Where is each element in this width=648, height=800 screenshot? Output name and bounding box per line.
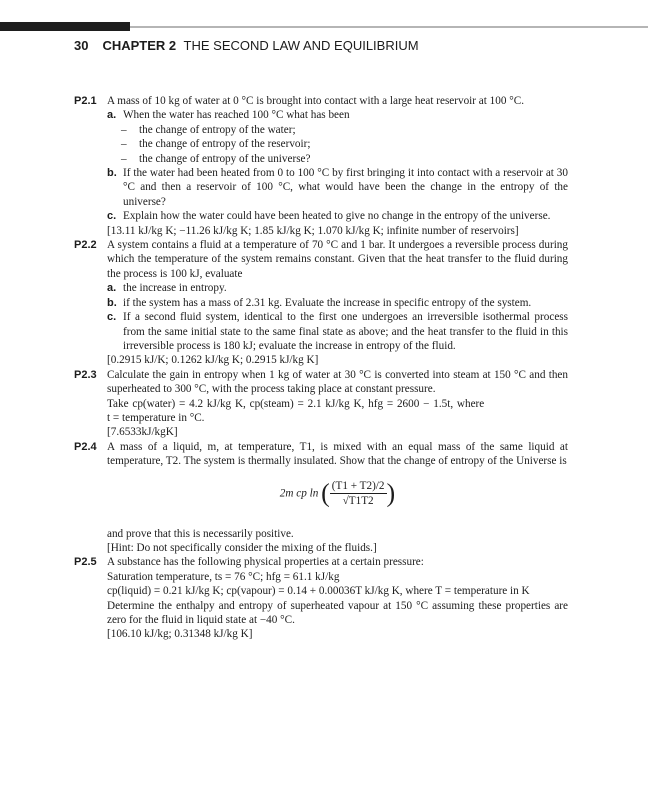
left-paren: ( — [321, 478, 330, 508]
problem-2-2 — [74, 238, 568, 368]
answer-line: [7.6533kJ/kgK] — [107, 426, 178, 439]
problem-text: Calculate the gain in entropy when 1 kg of water at 30 °C is converted into steam at 150 °C and then superheated to 300 °C, with the process taking place at constant pressure. — [107, 368, 568, 396]
running-header — [74, 38, 419, 53]
temperature-note: t = temperature in °C. — [107, 411, 205, 424]
problem-label: P2.1 — [74, 95, 97, 107]
part-b — [107, 296, 568, 310]
part-c — [107, 310, 568, 353]
part-text: If the water had been heated from 0 to 100 °C by first bringing it into contact with a reservoir at 30 °C and then a reservoir of 100 °C, what would have been the change in the entropy of the universe? — [123, 167, 568, 208]
answer-line: [106.10 kJ/kg; 0.31348 kJ/kg K] — [107, 628, 253, 641]
part-text: If a second fluid system, identical to the first one undergoes an irreversible isothermal process from the same initial state to the same final state as above; and the heat transfer to the fluid in this irreversible process is 180 kJ; evaluate the increase in entropy of the fluid. — [123, 311, 568, 352]
formula-denominator: √T1T2 — [342, 494, 374, 507]
problem-label: P2.3 — [74, 368, 97, 381]
header-rule-light — [130, 26, 648, 28]
right-paren: ) — [386, 478, 396, 508]
given-values: Take cp(water) = 4.2 kJ/kg K, cp(steam) = 2.1 kJ/kg K, hfg = 2600 − 1.5t, where — [107, 397, 485, 410]
problem-2-3 — [74, 368, 568, 440]
problem-text: A system contains a fluid at a temperature of 70 °C and 1 bar. It undergoes a reversible process during which the temperature of the system remains constant. Given that the heat transfer to the fluid during the process is 100 kJ, evaluate — [107, 239, 568, 280]
dash-item: – the change of entropy of the water; — [107, 123, 568, 137]
hint-line: [Hint: Do not specifically consider the mixing of the fluids.] — [107, 541, 377, 554]
problem-label: P2.4 — [74, 440, 97, 453]
dash-item: – the change of entropy of the reservoir; — [107, 137, 568, 151]
formula-fraction — [330, 479, 387, 509]
problem-text: A substance has the following physical properties at a certain pressure: — [107, 556, 424, 569]
part-label: b. — [107, 296, 117, 309]
proof-instruction: and prove that this is necessarily positive. — [107, 527, 294, 540]
page-number: 30 — [74, 38, 89, 53]
part-label: a. — [107, 282, 117, 295]
problem-label: P2.2 — [74, 239, 97, 252]
answer-line: [0.2915 kJ/K; 0.1262 kJ/kg K; 0.2915 kJ/kg K] — [107, 354, 319, 367]
chapter-title: THE SECOND LAW AND EQUILIBRIUM — [183, 38, 419, 53]
header-rule — [0, 0, 648, 34]
part-text: When the water has reached 100 °C what has been — [123, 109, 350, 122]
part-label: c. — [107, 210, 117, 223]
property-line: cp(liquid) = 0.21 kJ/kg K; cp(vapour) = 0.14 + 0.00036T kJ/kg K, where T = temperature in K — [107, 585, 530, 598]
chapter-label: CHAPTER 2 — [102, 38, 177, 53]
property-line: Saturation temperature, ts = 76 °C; hfg = 61.1 kJ/kg — [107, 570, 340, 583]
entropy-formula — [107, 479, 568, 515]
problem-text: A mass of 10 kg of water at 0 °C is brought into contact with a large heat reservoir at 100 °C. — [107, 95, 524, 107]
problem-2-4 — [74, 440, 568, 556]
part-label: b. — [107, 167, 117, 180]
problem-label: P2.5 — [74, 556, 97, 569]
problem-2-5 — [74, 555, 568, 641]
problem-2-1 — [74, 94, 568, 238]
part-label: c. — [107, 311, 117, 324]
header-rule-dark — [0, 22, 130, 31]
answer-line: [13.11 kJ/kg K; −11.26 kJ/kg K; 1.85 kJ/kg K; 1.070 kJ/kg K; infinite number of reservoirs] — [107, 224, 519, 237]
part-c — [107, 209, 568, 223]
problem-list — [74, 94, 568, 642]
part-a — [107, 108, 568, 122]
part-label: a. — [107, 109, 117, 122]
part-text: Explain how the water could have been heated to give no change in the entropy of the universe. — [123, 210, 551, 223]
problem-text: A mass of a liquid, m, at temperature, T1, is mixed with an equal mass of the same liquid at temperature, T2. The system is thermally insulated. Show that the change of entropy of the Universe is — [107, 440, 568, 468]
task-text: Determine the enthalpy and entropy of superheated vapour at 150 °C assuming these properties are zero for the fluid in liquid state at −40 °C. — [107, 599, 568, 626]
part-text: the increase in entropy. — [123, 282, 227, 295]
part-b — [107, 166, 568, 209]
part-text: if the system has a mass of 2.31 kg. Evaluate the increase in specific entropy of the system. — [123, 296, 532, 309]
formula-numerator: (T1 + T2)/2 — [330, 479, 387, 494]
dash-item: – the change of entropy of the universe? — [107, 152, 568, 166]
formula-lhs: 2m cp ln — [279, 487, 319, 500]
part-a — [107, 281, 568, 295]
